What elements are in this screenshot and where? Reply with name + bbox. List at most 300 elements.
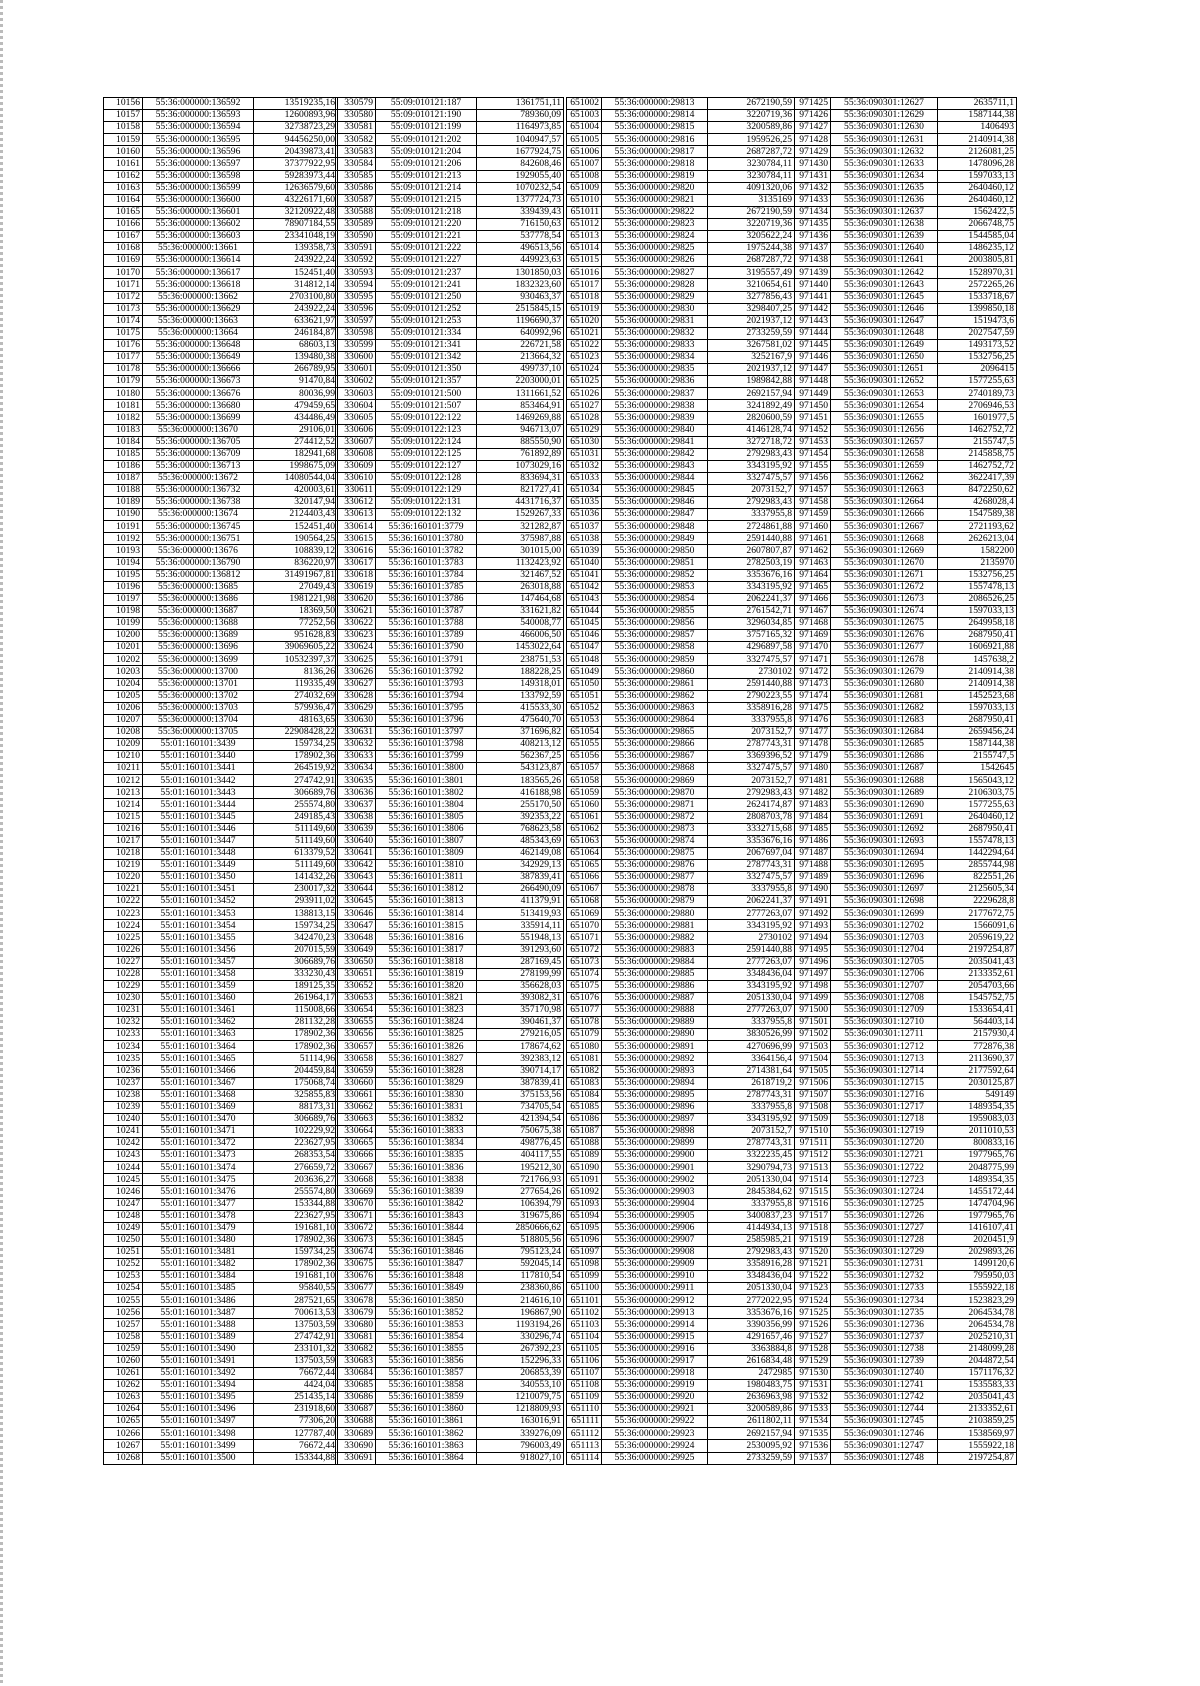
cadastral-number: 55:36:000000:29861: [602, 678, 708, 690]
cadastral-value: 191681,10: [254, 1271, 338, 1283]
table-row: [104, 751, 338, 763]
cadastral-number: 55:01:160101:3439: [143, 738, 254, 750]
cadastral-number: 55:09:010122:127: [376, 460, 477, 472]
row-number: 651022: [567, 339, 602, 351]
cadastral-number: 55:36:160101:3814: [376, 908, 477, 920]
cadastral-number: 55:09:010122:131: [376, 497, 477, 509]
cadastral-number: 55:36:090301:12712: [831, 1041, 938, 1053]
table-row: [795, 1331, 1017, 1343]
cadastral-value: 499737,10: [477, 364, 564, 376]
cadastral-value: 393082,31: [477, 992, 564, 1004]
row-number: 651017: [567, 279, 602, 291]
cadastral-number: 55:36:000000:29857: [602, 630, 708, 642]
cadastral-value: 153344,88: [254, 1198, 338, 1210]
row-number: 651090: [567, 1162, 602, 1174]
table-row: [336, 823, 564, 835]
cadastral-value: 3830526,99: [708, 1029, 795, 1041]
cadastral-number: 55:01:160101:3450: [143, 872, 254, 884]
table-row: [336, 1343, 564, 1355]
table-row: [795, 497, 1017, 509]
row-number: 651027: [567, 400, 602, 412]
table-row: [104, 714, 338, 726]
cadastral-number: 55:36:160101:3806: [376, 823, 477, 835]
cadastral-value: 392353,22: [477, 811, 564, 823]
cadastral-number: 55:36:160101:3811: [376, 872, 477, 884]
cadastral-number: 55:01:160101:3463: [143, 1029, 254, 1041]
row-number: 971480: [795, 763, 831, 775]
cadastral-number: 55:36:000000:13685: [143, 581, 254, 593]
row-number: 651061: [567, 811, 602, 823]
cadastral-value: 434486,49: [254, 412, 338, 424]
cadastral-number: 55:01:160101:3443: [143, 787, 254, 799]
table-row: [567, 231, 795, 243]
cadastral-number: 55:36:000000:136618: [143, 279, 254, 291]
row-number: 971447: [795, 364, 831, 376]
row-number: 10248: [104, 1210, 143, 1222]
cadastral-number: 55:36:000000:29831: [602, 315, 708, 327]
table-row: [567, 1416, 795, 1428]
table-row: [104, 835, 338, 847]
cadastral-number: 55:01:160101:3440: [143, 751, 254, 763]
row-number: 330628: [336, 690, 376, 702]
table-row: [795, 1343, 1017, 1355]
table-row: [567, 605, 795, 617]
row-number: 651012: [567, 218, 602, 230]
cadastral-number: 55:01:160101:3453: [143, 908, 254, 920]
row-number: 10169: [104, 255, 143, 267]
cadastral-number: 55:36:090301:12746: [831, 1428, 938, 1440]
table-row: [795, 775, 1017, 787]
row-number: 651089: [567, 1150, 602, 1162]
cadastral-number: 55:36:090301:12629: [831, 110, 938, 122]
row-number: 330651: [336, 968, 376, 980]
cadastral-number: 55:36:090301:12715: [831, 1077, 938, 1089]
row-number: 971534: [795, 1416, 831, 1428]
row-number: 330614: [336, 521, 376, 533]
cadastral-value: 1070232,54: [477, 182, 564, 194]
cadastral-number: 55:01:160101:3467: [143, 1077, 254, 1089]
cadastral-value: 31491967,81: [254, 569, 338, 581]
row-number: 10209: [104, 738, 143, 750]
row-number: 651106: [567, 1355, 602, 1367]
table-row: [104, 690, 338, 702]
table-row: [104, 1319, 338, 1331]
table-row: [104, 1295, 338, 1307]
table-row: [336, 424, 564, 436]
table-row: [795, 1319, 1017, 1331]
cadastral-number: 55:36:000000:29858: [602, 642, 708, 654]
table-row: [795, 811, 1017, 823]
cadastral-number: 55:09:010121:202: [376, 134, 477, 146]
cadastral-number: 55:36:090301:12674: [831, 605, 938, 617]
cadastral-value: 2051330,04: [708, 1283, 795, 1295]
table-row: [795, 618, 1017, 630]
cadastral-value: 266789,95: [254, 364, 338, 376]
row-number: 330662: [336, 1101, 376, 1113]
row-number: 330629: [336, 702, 376, 714]
cadastral-number: 55:09:010121:357: [376, 376, 477, 388]
row-number: 651102: [567, 1307, 602, 1319]
cadastral-number: 55:36:000000:13670: [143, 424, 254, 436]
cadastral-value: 1597033,13: [938, 702, 1017, 714]
cadastral-number: 55:36:000000:29881: [602, 920, 708, 932]
cadastral-value: 2687287,72: [708, 146, 795, 158]
cadastral-number: 55:36:160101:3845: [376, 1234, 477, 1246]
cadastral-number: 55:36:000000:29862: [602, 690, 708, 702]
cadastral-value: 178902,36: [254, 751, 338, 763]
cadastral-number: 55:36:160101:3863: [376, 1440, 477, 1452]
table-row: [795, 702, 1017, 714]
cadastral-value: 274742,91: [254, 775, 338, 787]
cadastral-value: 2777263,07: [708, 1005, 795, 1017]
table-row: [104, 920, 338, 932]
table-row: [795, 1440, 1017, 1452]
row-number: 10263: [104, 1392, 143, 1404]
table-row: [336, 811, 564, 823]
cadastral-number: 55:36:000000:136738: [143, 497, 254, 509]
cadastral-number: 55:36:090301:12659: [831, 460, 938, 472]
table-row: [795, 521, 1017, 533]
row-number: 10261: [104, 1367, 143, 1379]
table-row: [795, 1307, 1017, 1319]
cadastral-number: 55:36:090301:12655: [831, 412, 938, 424]
cadastral-number: 55:36:160101:3790: [376, 642, 477, 654]
table-column-3: [566, 97, 795, 1465]
row-number: 651029: [567, 424, 602, 436]
cadastral-number: 55:36:160101:3825: [376, 1029, 477, 1041]
cadastral-number: 55:36:090301:12651: [831, 364, 938, 376]
cadastral-value: 12636579,60: [254, 182, 338, 194]
cadastral-value: 4296897,58: [708, 642, 795, 654]
cadastral-number: 55:09:010121:237: [376, 267, 477, 279]
table-row: [336, 859, 564, 871]
table-row: [795, 231, 1017, 243]
row-number: 10217: [104, 835, 143, 847]
table-row: [104, 618, 338, 630]
row-number: 330591: [336, 243, 376, 255]
table-row: [104, 557, 338, 569]
cadastral-number: 55:36:000000:29911: [602, 1283, 708, 1295]
table-row: [795, 303, 1017, 315]
row-number: 330608: [336, 448, 376, 460]
cadastral-value: 3337955,8: [708, 1198, 795, 1210]
row-number: 330590: [336, 231, 376, 243]
cadastral-value: 2850666,62: [477, 1222, 564, 1234]
table-row: [336, 872, 564, 884]
table-row: [336, 714, 564, 726]
row-number: 971530: [795, 1367, 831, 1379]
table-row: [567, 170, 795, 182]
row-number: 971501: [795, 1017, 831, 1029]
cadastral-number: 55:36:160101:3834: [376, 1138, 477, 1150]
table-row: [567, 1295, 795, 1307]
table-row: [104, 1392, 338, 1404]
table-row: [795, 412, 1017, 424]
table-row: [104, 1077, 338, 1089]
table-row: [336, 690, 564, 702]
cadastral-value: 734705,54: [477, 1101, 564, 1113]
row-number: 10203: [104, 666, 143, 678]
cadastral-number: 55:36:000000:29844: [602, 472, 708, 484]
table-row: [795, 1029, 1017, 1041]
row-number: 971461: [795, 533, 831, 545]
cadastral-number: 55:36:000000:29848: [602, 521, 708, 533]
cadastral-value: 3358916,28: [708, 702, 795, 714]
cadastral-value: 106394,79: [477, 1198, 564, 1210]
table-row: [795, 424, 1017, 436]
cadastral-number: 55:09:010122:124: [376, 436, 477, 448]
table-row: [567, 944, 795, 956]
table-row: [336, 412, 564, 424]
row-number: 330681: [336, 1331, 376, 1343]
cadastral-value: 3358916,28: [708, 1259, 795, 1271]
row-number: 330642: [336, 859, 376, 871]
table-row: [336, 835, 564, 847]
table-row: [336, 980, 564, 992]
cadastral-value: 2790223,55: [708, 690, 795, 702]
row-number: 651039: [567, 545, 602, 557]
cadastral-number: 55:36:160101:3784: [376, 569, 477, 581]
cadastral-value: 391293,60: [477, 944, 564, 956]
row-number: 651092: [567, 1186, 602, 1198]
table-row: [336, 485, 564, 497]
row-number: 330598: [336, 327, 376, 339]
cadastral-value: 191681,10: [254, 1222, 338, 1234]
row-number: 651036: [567, 509, 602, 521]
table-row: [567, 509, 795, 521]
cadastral-value: 188228,25: [477, 666, 564, 678]
row-number: 971433: [795, 194, 831, 206]
table-row: [104, 1101, 338, 1113]
cadastral-value: 13519235,16: [254, 98, 338, 110]
cadastral-number: 55:36:090301:12713: [831, 1053, 938, 1065]
row-number: 10216: [104, 823, 143, 835]
row-number: 330657: [336, 1041, 376, 1053]
cadastral-value: 1452523,68: [938, 690, 1017, 702]
cadastral-number: 55:09:010122:128: [376, 472, 477, 484]
table-row: [104, 1017, 338, 1029]
row-number: 971481: [795, 775, 831, 787]
cadastral-value: 195212,30: [477, 1162, 564, 1174]
table-row: [336, 400, 564, 412]
table-row: [795, 1404, 1017, 1416]
cadastral-value: 1073029,16: [477, 460, 564, 472]
table-row: [795, 1077, 1017, 1089]
cadastral-value: 1533654,41: [938, 1005, 1017, 1017]
cadastral-value: 23341048,19: [254, 231, 338, 243]
cadastral-value: 420003,61: [254, 485, 338, 497]
cadastral-value: 564403,14: [938, 1017, 1017, 1029]
table-row: [795, 206, 1017, 218]
table-row: [567, 158, 795, 170]
row-number: 971438: [795, 255, 831, 267]
table-row: [104, 400, 338, 412]
row-number: 651081: [567, 1053, 602, 1065]
cadastral-value: 918027,10: [477, 1452, 564, 1464]
cadastral-number: 55:36:000000:136595: [143, 134, 254, 146]
row-number: 651065: [567, 859, 602, 871]
table-row: [567, 122, 795, 134]
row-number: 651059: [567, 787, 602, 799]
table-row: [795, 1367, 1017, 1379]
table-row: [104, 351, 338, 363]
cadastral-value: 32738723,29: [254, 122, 338, 134]
table-row: [567, 775, 795, 787]
table-row: [104, 1452, 338, 1464]
row-number: 651088: [567, 1138, 602, 1150]
cadastral-value: 264519,92: [254, 763, 338, 775]
cadastral-number: 55:36:160101:3835: [376, 1150, 477, 1162]
row-number: 971500: [795, 1005, 831, 1017]
cadastral-value: 2157930,4: [938, 1029, 1017, 1041]
cadastral-number: 55:36:160101:3801: [376, 775, 477, 787]
table-row: [795, 908, 1017, 920]
cadastral-value: 2145858,75: [938, 448, 1017, 460]
row-number: 971504: [795, 1053, 831, 1065]
cadastral-value: 133792,59: [477, 690, 564, 702]
row-number: 971487: [795, 847, 831, 859]
row-number: 651058: [567, 775, 602, 787]
cadastral-number: 55:01:160101:3448: [143, 847, 254, 859]
table-row: [336, 1186, 564, 1198]
table-row: [104, 424, 338, 436]
cadastral-value: 3369396,52: [708, 751, 795, 763]
table-row: [795, 267, 1017, 279]
cadastral-number: 55:36:160101:3842: [376, 1198, 477, 1210]
cadastral-value: 152451,40: [254, 267, 338, 279]
row-number: 971450: [795, 400, 831, 412]
cadastral-value: 214616,10: [477, 1295, 564, 1307]
cadastral-value: 2155747,5: [938, 751, 1017, 763]
cadastral-value: 207015,59: [254, 944, 338, 956]
table-row: [336, 1065, 564, 1077]
cadastral-number: 55:01:160101:3489: [143, 1331, 254, 1343]
row-number: 651093: [567, 1198, 602, 1210]
table-row: [795, 1005, 1017, 1017]
cadastral-value: 1462752,72: [938, 460, 1017, 472]
cadastral-value: 138813,15: [254, 908, 338, 920]
cadastral-value: 319675,86: [477, 1210, 564, 1222]
table-row: [336, 1162, 564, 1174]
cadastral-number: 55:36:160101:3810: [376, 859, 477, 871]
cadastral-number: 55:36:000000:136593: [143, 110, 254, 122]
cadastral-value: 2618719,2: [708, 1077, 795, 1089]
cadastral-value: 1577255,63: [938, 376, 1017, 388]
cadastral-number: 55:01:160101:3466: [143, 1065, 254, 1077]
cadastral-value: 2624174,87: [708, 799, 795, 811]
cadastral-number: 55:36:000000:136629: [143, 303, 254, 315]
cadastral-number: 55:36:090301:12663: [831, 485, 938, 497]
cadastral-number: 55:36:000000:29850: [602, 545, 708, 557]
row-number: 971430: [795, 158, 831, 170]
cadastral-value: 2133352,61: [938, 968, 1017, 980]
table-row: [104, 509, 338, 521]
table-row: [104, 799, 338, 811]
cadastral-number: 55:36:000000:29900: [602, 1150, 708, 1162]
row-number: 971526: [795, 1319, 831, 1331]
table-row: [567, 1162, 795, 1174]
cadastral-value: 511149,60: [254, 859, 338, 871]
table-row: [795, 738, 1017, 750]
cadastral-value: 117810,54: [477, 1271, 564, 1283]
cadastral-number: 55:36:000000:29922: [602, 1416, 708, 1428]
table-row: [336, 315, 564, 327]
cadastral-number: 55:36:000000:29826: [602, 255, 708, 267]
cadastral-number: 55:01:160101:3472: [143, 1138, 254, 1150]
cadastral-value: 2855744,98: [938, 859, 1017, 871]
table-row: [336, 1234, 564, 1246]
cadastral-number: 55:36:000000:29823: [602, 218, 708, 230]
cadastral-value: 1832323,60: [477, 279, 564, 291]
cadastral-number: 55:36:160101:3823: [376, 1005, 477, 1017]
table-row: [567, 1174, 795, 1186]
cadastral-value: 1499120,6: [938, 1259, 1017, 1271]
cadastral-value: 2777263,07: [708, 908, 795, 920]
table-row: [795, 1452, 1017, 1464]
row-number: 651030: [567, 436, 602, 448]
table-row: [104, 1005, 338, 1017]
row-number: 10210: [104, 751, 143, 763]
row-number: 651056: [567, 751, 602, 763]
cadastral-number: 55:36:090301:12737: [831, 1331, 938, 1343]
row-number: 10265: [104, 1416, 143, 1428]
row-number: 10262: [104, 1379, 143, 1391]
cadastral-value: 91470,84: [254, 376, 338, 388]
cadastral-number: 55:36:090301:12729: [831, 1246, 938, 1258]
cadastral-number: 55:01:160101:3499: [143, 1440, 254, 1452]
table-row: [567, 811, 795, 823]
cadastral-number: 55:36:090301:12643: [831, 279, 938, 291]
cadastral-value: 3200589,86: [708, 1404, 795, 1416]
cadastral-number: 55:36:000000:29813: [602, 98, 708, 110]
cadastral-number: 55:36:000000:29916: [602, 1343, 708, 1355]
cadastral-value: 231918,60: [254, 1404, 338, 1416]
table-row: [567, 702, 795, 714]
cadastral-value: 408213,12: [477, 738, 564, 750]
row-number: 10175: [104, 327, 143, 339]
cadastral-value: 3220719,36: [708, 110, 795, 122]
table-row: [567, 569, 795, 581]
cadastral-value: 4291657,46: [708, 1331, 795, 1343]
cadastral-value: 2845384,62: [708, 1186, 795, 1198]
table-row: [336, 581, 564, 593]
cadastral-value: 3272718,72: [708, 436, 795, 448]
row-number: 330673: [336, 1234, 376, 1246]
cadastral-number: 55:36:160101:3857: [376, 1367, 477, 1379]
table-row: [567, 1186, 795, 1198]
row-number: 971429: [795, 146, 831, 158]
cadastral-value: 243922,24: [254, 303, 338, 315]
cadastral-number: 55:36:000000:29902: [602, 1174, 708, 1186]
row-number: 651108: [567, 1379, 602, 1391]
table-row: [567, 436, 795, 448]
table-row: [567, 472, 795, 484]
cadastral-value: 772876,38: [938, 1041, 1017, 1053]
table-row: [795, 605, 1017, 617]
cadastral-number: 55:36:000000:29871: [602, 799, 708, 811]
table-row: [795, 182, 1017, 194]
cadastral-value: 206853,39: [477, 1367, 564, 1379]
table-row: [336, 1259, 564, 1271]
cadastral-value: 196867,90: [477, 1307, 564, 1319]
cadastral-value: 147464,68: [477, 593, 564, 605]
cadastral-value: 32120922,48: [254, 206, 338, 218]
cadastral-number: 55:01:160101:3475: [143, 1174, 254, 1186]
row-number: 330643: [336, 872, 376, 884]
row-number: 651038: [567, 533, 602, 545]
cadastral-value: 152451,40: [254, 521, 338, 533]
row-number: 971472: [795, 666, 831, 678]
